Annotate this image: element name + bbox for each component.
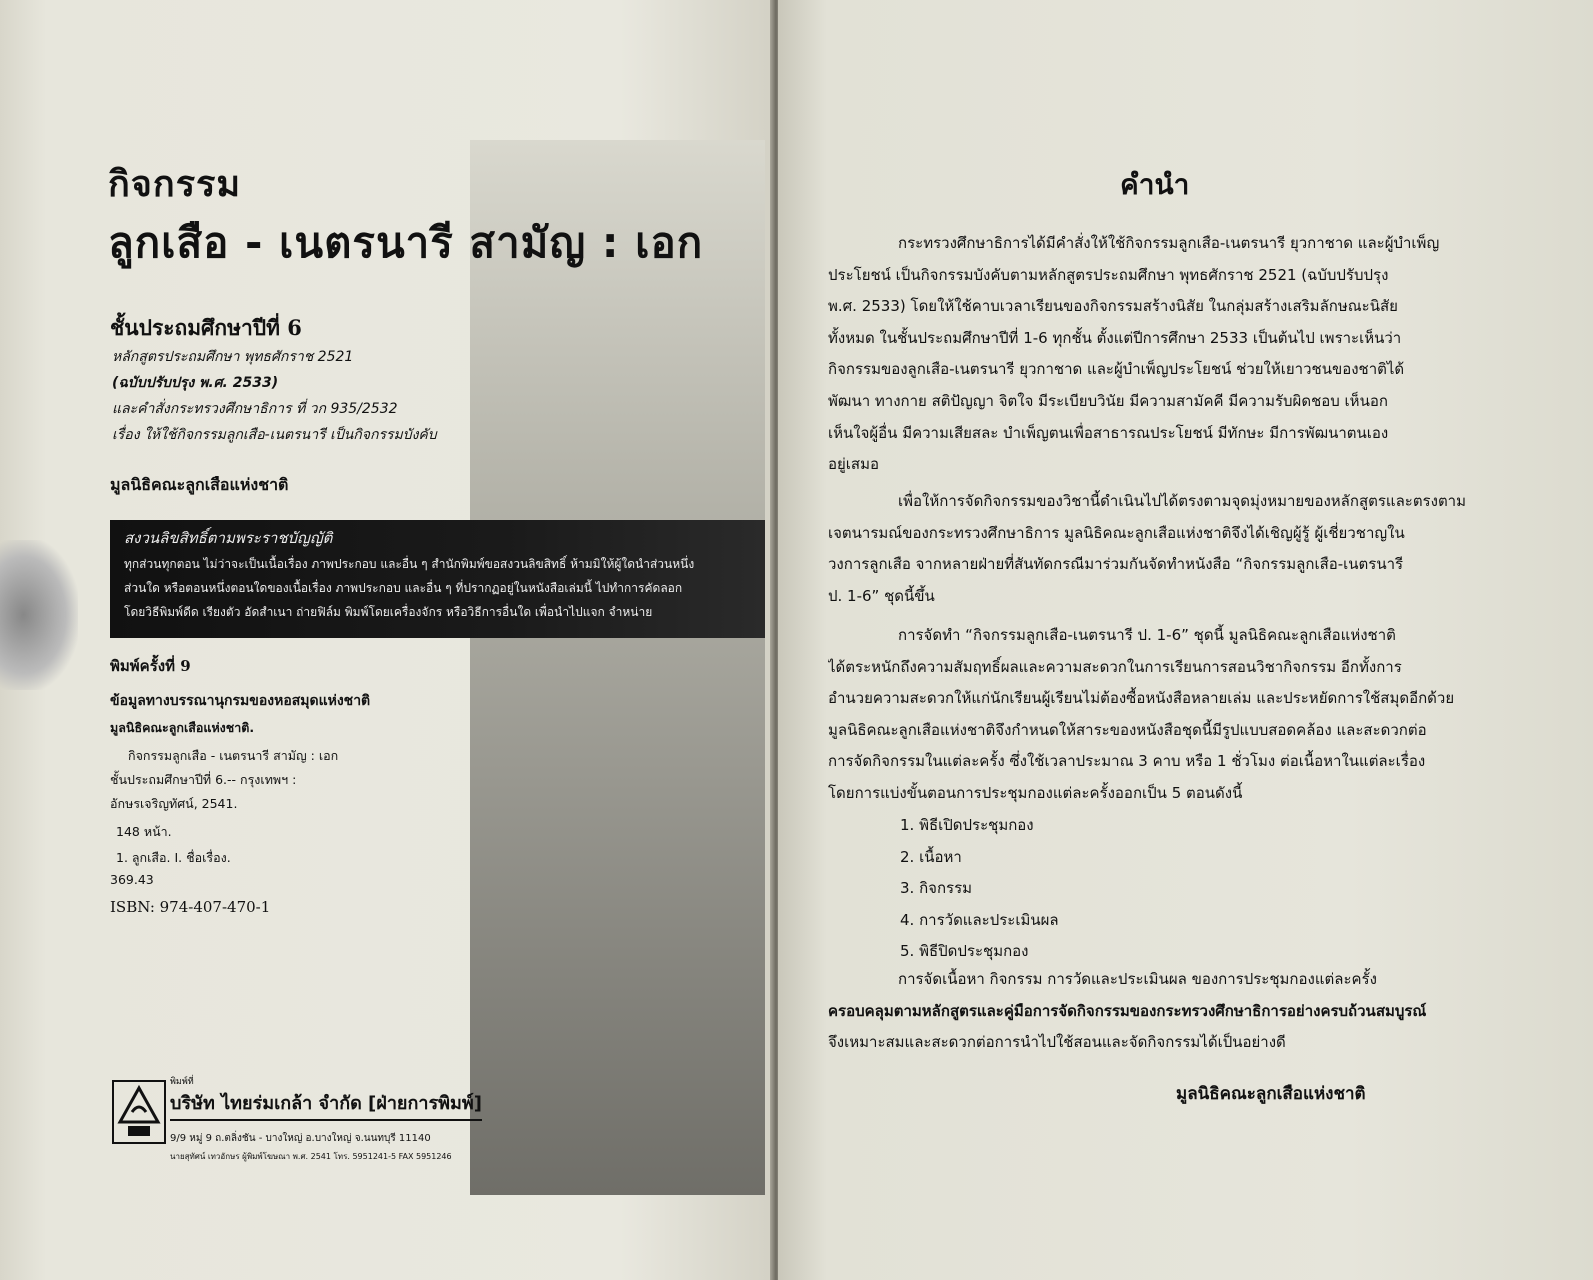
text-line: อำนวยความสะดวกให้แก่นักเรียนผู้เรียนไม่ต้องซื้อหนังสือหลายเล่ม และประหยัดการใช้สมุดอีกด้วย <box>828 689 1455 708</box>
printer-label: พิมพ์ที่ <box>170 1077 194 1087</box>
preface-paragraph-3 <box>828 620 1488 810</box>
text-line: วงการลูกเสือ จากหลายฝ่ายที่สันทัดกรณีมาร่วมกันจัดทำหนังสือ “กิจกรรมลูกเสือ-เนตรนารี <box>828 555 1404 574</box>
revision-line: (ฉบับปรับปรุง พ.ศ. 2533) <box>112 375 279 391</box>
page-stain <box>0 540 78 690</box>
catalog-author: มูลนิธิคณะลูกเสือแห่งชาติ. <box>110 720 255 735</box>
text-line: พ.ศ. 2533) โดยให้ใช้คาบเวลาเรียนของกิจกรรมสร้างนิสัย ในกลุ่มสร้างเสริมลักษณะนิสัย <box>828 297 1398 316</box>
text-line: เพื่อให้การจัดกิจกรรมของวิชานี้ดำเนินไปได้ตรงตามจุดมุ่งหมายของหลักสูตรและตรงตาม <box>898 492 1466 510</box>
text-line: จึงเหมาะสมและสะดวกต่อการนำไปใช้สอนและจัดกิจกรรมได้เป็นอย่างดี <box>828 1033 1286 1052</box>
text-line: ทั้งหมด ในชั้นประถมศึกษาปีที่ 1-6 ทุกชั้น ตั้งแต่ปีการศึกษา 2533 เป็นต้นไป เพราะเห็นว่า <box>828 328 1402 347</box>
edition-number: พิมพ์ครั้งที่ 9 <box>110 657 191 675</box>
copyright-line: ทุกส่วนทุกตอน ไม่ว่าจะเป็นเนื้อเรื่อง ภาพประกอบ และอื่น ๆ สำนักพิมพ์ขอสงวนลิขสิทธิ์ ห้ามมิให้ผู้ใดนำส่วนหนึ่ง <box>124 557 695 571</box>
preface-paragraph-4 <box>828 964 1488 1059</box>
text-line: กิจกรรมของลูกเสือ-เนตรนารี ยุวกาชาด และผู้บำเพ็ญประโยชน์ ช่วยให้เยาวชนของชาติได้ <box>828 360 1405 379</box>
text-line: ครอบคลุมตามหลักสูตรและคู่มือการจัดกิจกรรมของกระทรวงศึกษาธิการอย่างครบถ้วนสมบูรณ์ <box>828 1001 1427 1020</box>
text-line: โดยการแบ่งขั้นตอนการประชุมกองแต่ละครั้งออกเป็น 5 ตอนดังนี้ <box>828 783 1243 802</box>
catalog-line: กิจกรรมลูกเสือ - เนตรนารี สามัญ : เอก <box>128 748 339 763</box>
list-item: 1. พิธีเปิดประชุมกอง <box>900 816 1034 834</box>
foundation-name: มูลนิธิคณะลูกเสือแห่งชาติ <box>110 475 289 494</box>
copyright-line: ส่วนใด หรือตอนหนึ่งตอนใดของเนื้อเรื่อง ภาพประกอบ และอื่น ๆ ที่ปรากฏอยู่ในหนังสือเล่มนี้ ไปทำการคัดลอก <box>124 581 683 595</box>
printer-footer: นายสุทัศน์ เทวอักษร ผู้พิมพ์โฆษณา พ.ศ. 2541 โทร. 5951241-5 FAX 5951246 <box>170 1152 452 1161</box>
grade-level: ชั้นประถมศึกษาปีที่ 6 <box>110 315 302 340</box>
title-line-2: ลูกเสือ - เนตรนารี สามัญ : เอก <box>108 218 704 267</box>
catalog-line: ชั้นประถมศึกษาปีที่ 6.-- กรุงเทพฯ : <box>110 772 297 787</box>
text-line: การจัดทำ “กิจกรรมลูกเสือ-เนตรนารี ป. 1-6” ชุดนี้ มูลนิธิคณะลูกเสือแห่งชาติ <box>898 626 1396 644</box>
preface-signature: มูลนิธิคณะลูกเสือแห่งชาติ <box>1176 1084 1366 1104</box>
catalog-title: ข้อมูลทางบรรณานุกรมของหอสมุดแห่งชาติ <box>110 693 371 709</box>
text-line: กระทรวงศึกษาธิการได้มีคำสั่งให้ใช้กิจกรรมลูกเสือ-เนตรนารี ยุวกาชาด และผู้บำเพ็ญ <box>898 234 1440 252</box>
list-item: 5. พิธีปิดประชุมกอง <box>900 942 1029 961</box>
list-item: 3. กิจกรรม <box>900 879 973 898</box>
text-line: มูลนิธิคณะลูกเสือแห่งชาติจึงกำหนดให้สาระของหนังสือชุดนี้มีรูปแบบสอดคล้อง และสะดวกต่อ <box>828 720 1427 739</box>
left-page <box>0 0 775 1280</box>
gray-gradient-band <box>470 140 765 1195</box>
order-subject-line: เรื่อง ให้ใช้กิจกรรมลูกเสือ-เนตรนารี เป็นกิจกรรมบังคับ <box>112 427 437 443</box>
text-line: การจัดกิจกรรมในแต่ละครั้ง ซึ่งใช้เวลาประมาณ 3 คาบ หรือ 1 ชั่วโมง ต่อเนื้อหาในแต่ละเรื่อง <box>828 752 1426 771</box>
text-line: พัฒนา ทางกาย สติปัญญา จิตใจ มีระเบียบวินัย มีความสามัคคี มีความรับผิดชอบ เห็นอก <box>828 391 1388 410</box>
copyright-body <box>124 552 749 624</box>
copyright-title: สงวนลิขสิทธิ์ตามพระราชบัญญัติ <box>124 529 333 547</box>
list-item: 2. เนื้อหา <box>900 847 962 866</box>
text-line: เจตนารมณ์ของกระทรวงศึกษาธิการ มูลนิธิคณะลูกเสือแห่งชาติจึงได้เชิญผู้รู้ ผู้เชี่ยวชาญใน <box>828 523 1405 542</box>
list-item: 4. การวัดและประเมินผล <box>900 910 1059 929</box>
ministry-order-line: และคำสั่งกระทรวงศึกษาธิการ ที่ วก 935/2532 <box>112 401 398 417</box>
copyright-line: โดยวิธีพิมพ์ดีด เรียงตัว อัดสำเนา ถ่ายฟิล์ม พิมพ์โดยเครื่องจักร หรือวิธีการอื่นใด เพื่อนำไปแจก จำหน่าย <box>124 605 653 619</box>
printer-name: บริษัท ไทยร่มเกล้า จำกัด [ฝ่ายการพิมพ์] <box>170 1088 482 1121</box>
text-line: ได้ตระหนักถึงความสัมฤทธิ์ผลและความสะดวกในการเรียนการสอนวิชากิจกรรม อีกทั้งการ <box>828 657 1402 676</box>
text-line: ป. 1-6” ชุดนี้ขึ้น <box>828 586 935 605</box>
curriculum-line: หลักสูตรประถมศึกษา พุทธศักราช 2521 <box>112 349 354 365</box>
meeting-steps-list <box>900 810 1059 968</box>
catalog-line: 148 หน้า. <box>116 824 172 839</box>
printer-logo-icon <box>112 1080 166 1144</box>
preface-title: คำนำ <box>1120 168 1190 201</box>
catalog-line: 1. ลูกเสือ. I. ชื่อเรื่อง. <box>116 850 231 865</box>
text-line: อยู่เสมอ <box>828 455 879 474</box>
preface-paragraph-1 <box>828 228 1488 481</box>
text-line: การจัดเนื้อหา กิจกรรม การวัดและประเมินผล ของการประชุมกองแต่ละครั้ง <box>898 970 1377 988</box>
catalog-line: 369.43 <box>110 872 154 887</box>
copyright-banner <box>110 520 765 638</box>
isbn: ISBN: 974-407-470-1 <box>110 898 271 916</box>
title-line-1: กิจกรรม <box>108 164 242 205</box>
printer-address: 9/9 หมู่ 9 ถ.ตลิ่งชัน - บางใหญ่ อ.บางใหญ่ จ.นนทบุรี 11140 <box>170 1133 431 1144</box>
preface-paragraph-2 <box>828 486 1488 612</box>
text-line: เห็นใจผู้อื่น มีความเสียสละ บำเพ็ญตนเพื่อสาธารณประโยชน์ มีทักษะ มีการพัฒนาตนเอง <box>828 423 1389 442</box>
text-line: ประโยชน์ เป็นกิจกรรมบังคับตามหลักสูตรประถมศึกษา พุทธศักราช 2521 (ฉบับปรับปรุง <box>828 265 1389 284</box>
catalog-line: อักษรเจริญทัศน์, 2541. <box>110 796 238 811</box>
